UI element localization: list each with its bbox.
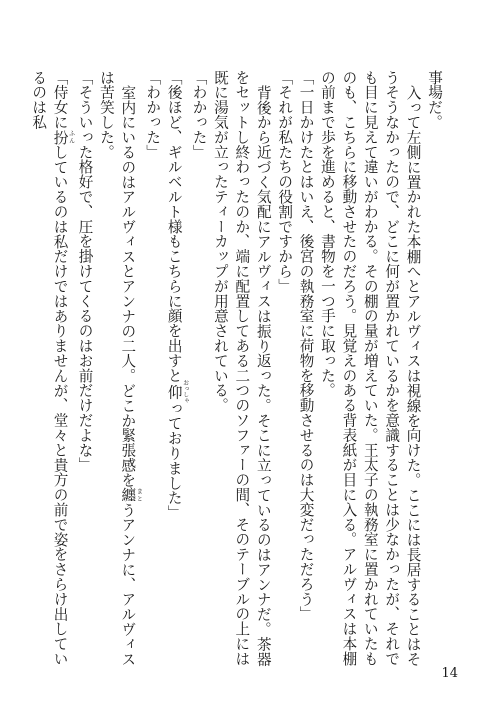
dialogue-line: 「わかった」	[190, 70, 208, 160]
dialogue-line: 「それが私たちの役割ですから」	[276, 70, 294, 294]
dialogue-line: 「一日かけたとはいえ、後宮の執務室に荷物を移動させるのは大変だっただろう」	[297, 70, 315, 622]
paragraph: 事場だ。	[426, 70, 443, 130]
paragraph: 室内にいるのはアルヴィスとアンナの二人。どこか緊張感を纏 まとうアンナに、アルヴィスは苦笑した。	[97, 70, 143, 666]
dialogue-line: 「わかった」	[144, 70, 162, 160]
furigana: 纏 まと	[119, 487, 143, 503]
furigana: 扮 ふん	[51, 129, 75, 145]
vertical-text-body	[30, 70, 445, 667]
dialogue-line: 「後ほど、ギルベルト様もこちらに顔を出すと仰 おっしゃっておりました」	[165, 70, 189, 521]
page-number: 14	[441, 666, 458, 681]
dialogue-line: 「侍女に扮 ふんしているのは私だけではありませんが、堂々と貴方の前で姿をさらけ出しているのは私	[30, 70, 75, 667]
dialogue-line: 「そういった格好で、圧を掛けてくるのはお前だけだよな」	[76, 70, 94, 473]
paragraph: 入って左側に置かれた本棚へとアルヴィスは視線を向けた。ここには長居することはそうそうなかったので、どこに何が置かれているかを意識することは少なかったが、それでも目に見えて違いがわかる。その棚の量が増えていた。王太子の執務室に置かれていたものも、こちらに移動させたのだろう。見覚えのある背表紙が目に入る。アルヴィスは本棚の前まで歩を進めると、書物を一つ手に取った。	[318, 70, 422, 666]
paragraph: 背後から近づく気配にアルヴィスは振り返った。そこに立っているのはアンナだ。茶器をセットし終わったのか、端に配置してある二つのソファーの間、そのテーブルの上には既に湯気が立ったティーカップが用意されている。	[211, 70, 272, 666]
furigana: 仰 おっしゃ	[165, 379, 189, 404]
